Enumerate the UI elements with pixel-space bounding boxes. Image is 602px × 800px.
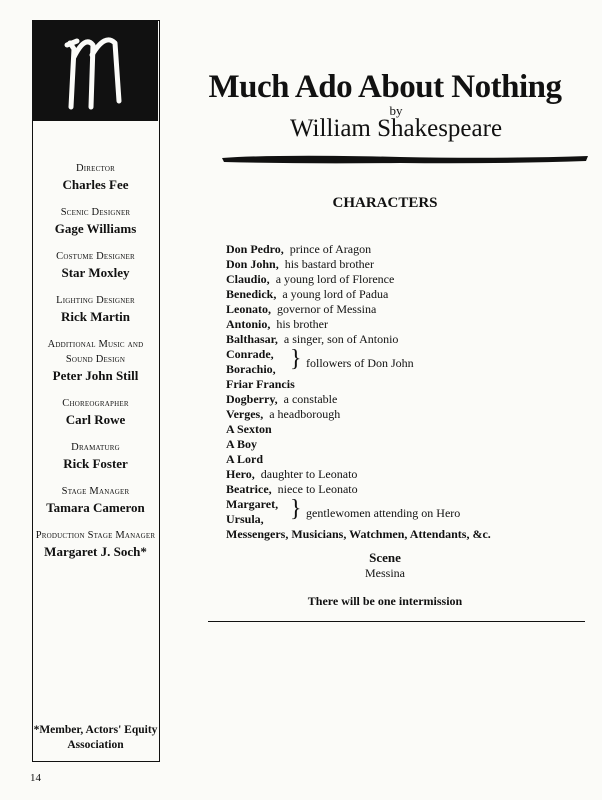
character-name: Benedick,	[226, 287, 277, 301]
character-description: governor of Messina	[277, 302, 377, 316]
cast-group	[226, 497, 596, 527]
credit-name: Peter John Still	[52, 368, 139, 383]
cast-row	[226, 302, 596, 317]
credit-name: Rick Foster	[63, 456, 128, 471]
character-description: his bastard brother	[284, 257, 374, 271]
credit-name: Rick Martin	[61, 309, 130, 324]
cast-row	[226, 527, 596, 542]
character-name: Antonio,	[226, 317, 271, 331]
credit-role: Director	[75, 163, 115, 174]
credit-role: Lighting Designer	[56, 295, 135, 306]
credit-name: Margaret J. Soch*	[44, 544, 147, 559]
cast-row	[226, 317, 596, 332]
cast-group	[226, 347, 596, 377]
credit-item	[33, 396, 158, 428]
character-description: prince of Aragon	[289, 242, 372, 256]
credit-role: Dramaturg	[71, 442, 120, 453]
character-name: Don John,	[226, 257, 279, 271]
character-description: his brother	[276, 317, 328, 331]
cast-row	[226, 332, 596, 347]
character-description: followers of Don John	[306, 356, 414, 370]
character-name: A Sexton	[226, 422, 272, 436]
credits-list	[33, 161, 158, 572]
cast-row	[226, 392, 596, 407]
character-name: A Boy	[226, 437, 258, 451]
character-description: daughter to Leonato	[260, 467, 358, 481]
credit-item	[33, 528, 158, 560]
characters-heading: CHARACTERS	[332, 195, 438, 211]
cast-row	[226, 242, 596, 257]
character-name: Messengers, Musicians, Watchmen, Attendants, &c.	[226, 527, 491, 541]
credit-item	[33, 293, 158, 325]
cast-row	[226, 482, 596, 497]
credit-role: Stage Manager	[61, 486, 130, 497]
credit-item	[33, 484, 158, 516]
character-name: Borachio,	[226, 362, 276, 376]
character-description: a young lord of Padua	[282, 287, 389, 301]
play-title: Much Ado About Nothing	[208, 69, 562, 105]
equity-footnote: *Member, Actors' Equity Association	[33, 724, 158, 751]
credit-item	[33, 337, 158, 384]
bottom-rule	[208, 621, 585, 622]
character-name: A Lord	[226, 452, 264, 466]
author-name: William Shakespeare	[289, 115, 503, 142]
character-name: Margaret,	[226, 497, 279, 511]
cast-row	[226, 467, 596, 482]
cast-list	[226, 242, 596, 542]
character-description: gentlewomen attending on Hero	[306, 506, 461, 520]
character-description: a singer, son of Antonio	[283, 332, 399, 346]
credit-item	[33, 161, 158, 193]
credit-name: Gage Williams	[54, 221, 137, 236]
play-logo	[33, 21, 158, 121]
brace-glyph: }	[290, 496, 302, 522]
credit-item	[33, 249, 158, 281]
character-description: a constable	[283, 392, 338, 406]
character-name: Hero,	[226, 467, 255, 481]
character-name: Leonato,	[226, 302, 271, 316]
cast-row	[226, 437, 596, 452]
page-number: 14	[30, 772, 41, 784]
credit-name: Star Moxley	[61, 265, 130, 280]
character-name: Don Pedro,	[226, 242, 284, 256]
intermission-note: There will be one intermission	[307, 594, 463, 608]
cast-row	[226, 272, 596, 287]
credit-name: Tamara Cameron	[46, 500, 145, 515]
character-name: Verges,	[226, 407, 264, 421]
credit-name: Charles Fee	[62, 177, 129, 192]
credit-name: Carl Rowe	[65, 412, 126, 427]
cast-row	[226, 257, 596, 272]
scene-heading: Scene	[369, 550, 401, 565]
credits-sidebar	[32, 20, 160, 762]
brace-glyph: }	[290, 346, 302, 372]
credit-role: Choreographer	[62, 398, 129, 409]
cast-row	[226, 452, 596, 467]
character-name: Ursula,	[226, 512, 264, 526]
character-name: Friar Francis	[226, 377, 295, 391]
character-description: a headborough	[269, 407, 341, 421]
character-name: Balthasar,	[226, 332, 278, 346]
credit-role: Additional Music and Sound Design	[47, 339, 144, 365]
logo-m-icon	[33, 21, 158, 121]
character-name: Beatrice,	[226, 482, 272, 496]
by-line: by	[389, 103, 403, 118]
cast-row	[226, 407, 596, 422]
character-name: Claudio,	[226, 272, 270, 286]
character-description: a young lord of Florence	[275, 272, 395, 286]
cast-row	[226, 377, 596, 392]
credit-role: Scenic Designer	[60, 207, 131, 218]
cast-row	[226, 287, 596, 302]
credit-item	[33, 205, 158, 237]
credit-item	[33, 440, 158, 472]
character-name: Dogberry,	[226, 392, 278, 406]
character-description: niece to Leonato	[277, 482, 358, 496]
cast-row	[226, 422, 596, 437]
scene-place: Messina	[365, 566, 405, 580]
credit-role: Costume Designer	[56, 251, 135, 262]
credit-role: Production Stage Manager	[35, 530, 156, 541]
character-name: Conrade,	[226, 347, 274, 361]
brush-stroke-divider	[220, 152, 590, 166]
